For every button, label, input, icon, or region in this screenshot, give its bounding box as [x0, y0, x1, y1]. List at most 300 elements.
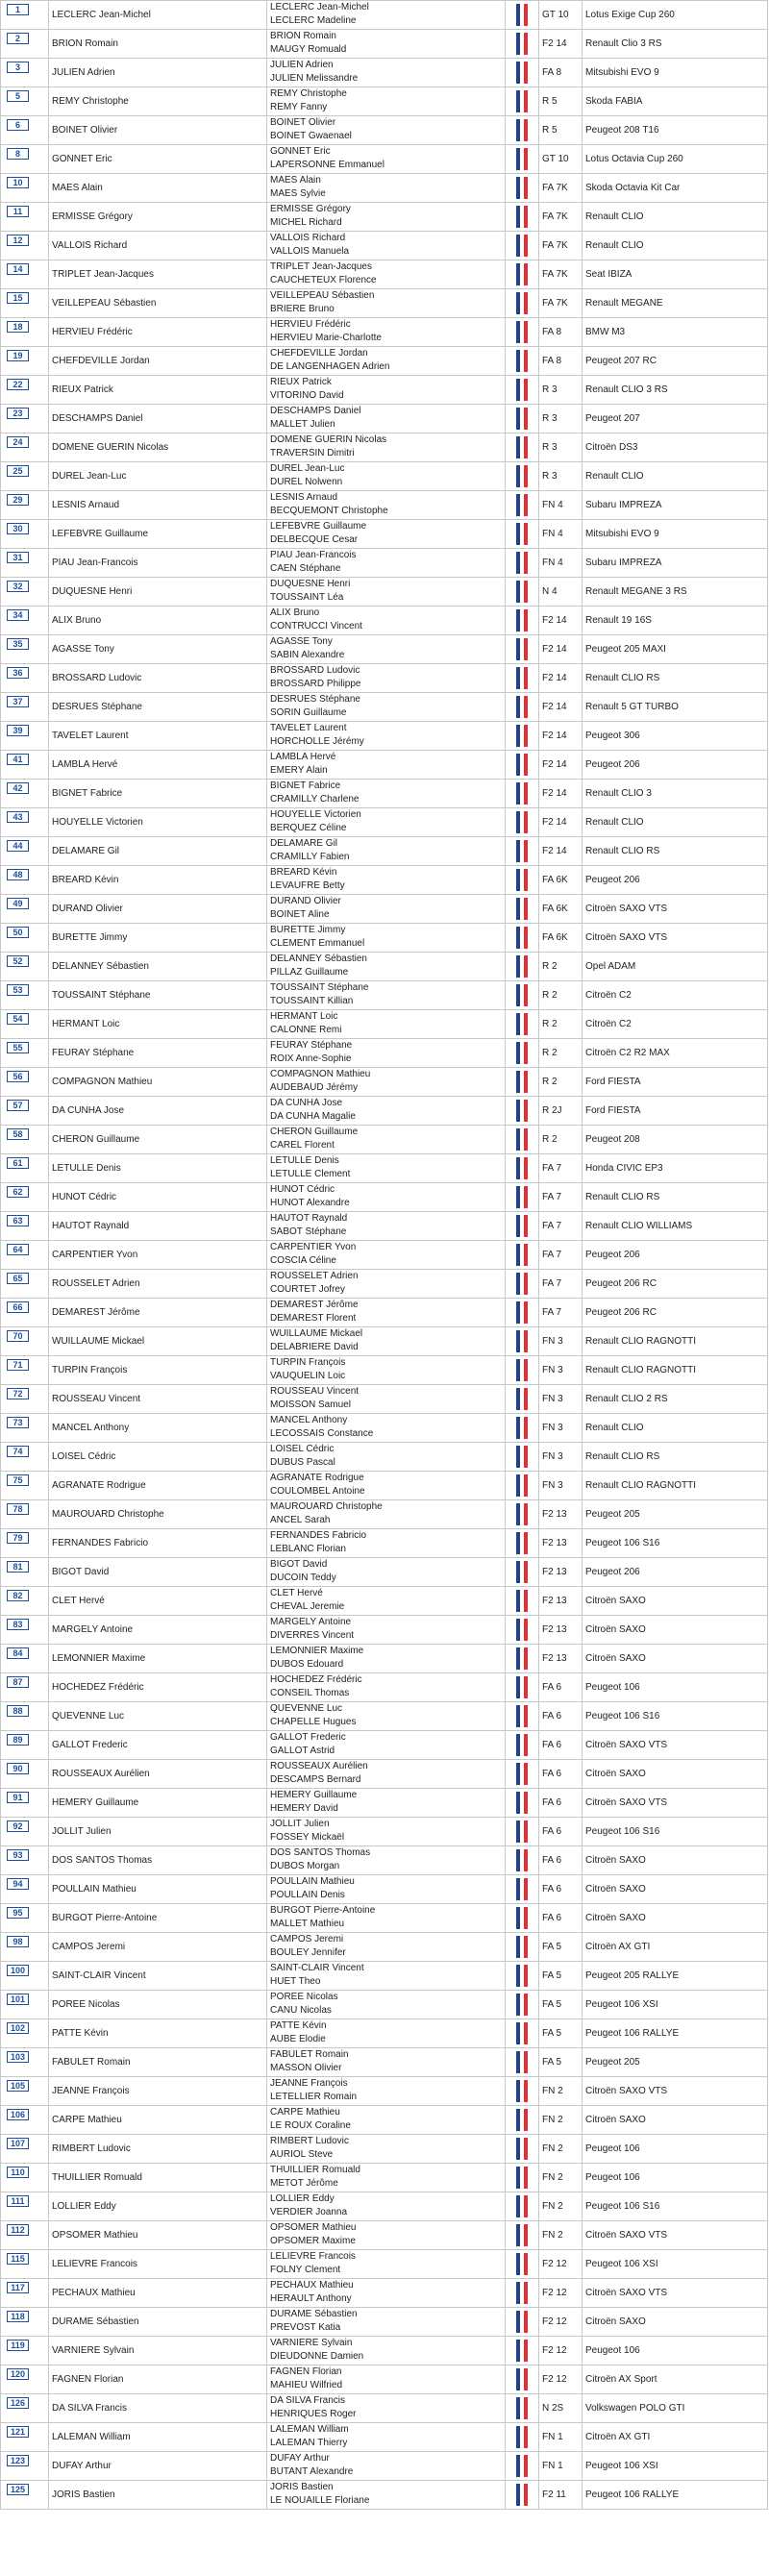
- entry-number-link[interactable]: 73: [7, 1417, 29, 1428]
- car-cell: [583, 1212, 768, 1240]
- pilot-cell: [49, 1616, 267, 1644]
- car-cell: [583, 87, 768, 115]
- class-cell: [539, 87, 583, 115]
- pilot-cell: [49, 1068, 267, 1096]
- entry-number-link[interactable]: 34: [7, 609, 29, 621]
- entry-number-link[interactable]: 62: [7, 1186, 29, 1198]
- france-flag-icon: [516, 523, 528, 545]
- car-cell: [583, 1327, 768, 1355]
- pilot-name: JOLLIT Julien: [52, 1826, 112, 1837]
- codriver-name: COURTET Jofrey: [270, 1284, 345, 1295]
- class-cell: [539, 1472, 583, 1499]
- entry-number-link[interactable]: 75: [7, 1474, 29, 1486]
- number-cell: [1, 145, 49, 173]
- entry-number-link[interactable]: 74: [7, 1446, 29, 1457]
- car-model: Peugeot 306: [585, 731, 640, 741]
- entry-number-link[interactable]: 83: [7, 1619, 29, 1630]
- entry-number-link[interactable]: 115: [7, 2253, 29, 2265]
- entry-number-link[interactable]: 41: [7, 754, 29, 765]
- entry-number-link[interactable]: 14: [7, 263, 29, 275]
- entry-number-link[interactable]: 24: [7, 436, 29, 448]
- pilot-cell: [49, 405, 267, 433]
- entry-number-link[interactable]: 119: [7, 2340, 29, 2351]
- driver-name: VARNIERE Sylvain: [270, 2338, 353, 2348]
- entry-number-link[interactable]: 100: [7, 1965, 29, 1976]
- flag-cell: [506, 1991, 539, 2019]
- entry-number-link[interactable]: 126: [7, 2397, 29, 2409]
- class-label: F2 14: [542, 731, 567, 741]
- pilot-cell: [49, 2221, 267, 2249]
- entry-number-link[interactable]: 39: [7, 725, 29, 736]
- class-label: FN 2: [542, 2086, 563, 2096]
- pilot-cell: [49, 1789, 267, 1817]
- entry-number-link[interactable]: 42: [7, 782, 29, 794]
- pilot-cell: [49, 1587, 267, 1615]
- france-flag-icon: [516, 1013, 528, 1035]
- car-cell: [583, 232, 768, 260]
- entry-number-link[interactable]: 25: [7, 465, 29, 477]
- pilot-name: ROUSSEAU Vincent: [52, 1394, 141, 1404]
- entry-number-link[interactable]: 1: [7, 4, 29, 15]
- crew-cell: [267, 1126, 506, 1153]
- class-cell: [539, 1241, 583, 1269]
- driver-name: BROSSARD Ludovic: [270, 665, 360, 676]
- entry-number-link[interactable]: 82: [7, 1590, 29, 1601]
- car-model: Renault CLIO WILLIAMS: [585, 1221, 693, 1231]
- entry-number-link[interactable]: 3: [7, 62, 29, 73]
- pilot-cell: [49, 2279, 267, 2307]
- number-cell: [1, 1270, 49, 1298]
- pilot-name: FAGNEN Florian: [52, 2374, 124, 2385]
- entry-number-link[interactable]: 92: [7, 1821, 29, 1832]
- codriver-name: AURIOL Steve: [270, 2149, 334, 2160]
- crew-cell: [267, 1500, 506, 1528]
- number-cell: [1, 2423, 49, 2451]
- pilot-name: CLET Hervé: [52, 1596, 105, 1606]
- entry-number-link[interactable]: 81: [7, 1561, 29, 1573]
- driver-name: THUILLIER Romuald: [270, 2165, 360, 2175]
- france-flag-icon: [516, 782, 528, 805]
- car-cell: [583, 2077, 768, 2105]
- crew-cell: [267, 866, 506, 894]
- entry-number-link[interactable]: 89: [7, 1734, 29, 1746]
- entry-number-link[interactable]: 57: [7, 1100, 29, 1111]
- entry-number-link[interactable]: 35: [7, 638, 29, 650]
- crew-cell: [267, 837, 506, 865]
- pilot-name: BIGOT David: [52, 1567, 110, 1577]
- car-model: Citroën SAXO: [585, 1624, 646, 1635]
- flag-cell: [506, 2164, 539, 2192]
- class-cell: [539, 2048, 583, 2076]
- france-flag-icon: [516, 1907, 528, 1929]
- car-model: Citroën SAXO: [585, 1913, 646, 1923]
- class-cell: [539, 1414, 583, 1442]
- flag-cell: [506, 549, 539, 577]
- entry-number-link[interactable]: 120: [7, 2368, 29, 2380]
- pilot-name: LOISEL Cédric: [52, 1451, 116, 1462]
- number-cell: [1, 1299, 49, 1326]
- driver-name: GONNET Eric: [270, 146, 331, 157]
- pilot-name: PECHAUX Mathieu: [52, 2288, 136, 2298]
- pilot-cell: [49, 2019, 267, 2047]
- number-cell: [1, 260, 49, 288]
- flag-cell: [506, 2192, 539, 2220]
- driver-name: GALLOT Frederic: [270, 1732, 346, 1743]
- entry-number-link[interactable]: 55: [7, 1042, 29, 1053]
- crew-cell: [267, 1212, 506, 1240]
- car-cell: [583, 2019, 768, 2047]
- flag-cell: [506, 1414, 539, 1442]
- number-cell: [1, 1645, 49, 1672]
- car-cell: [583, 780, 768, 807]
- flag-cell: [506, 1126, 539, 1153]
- pilot-cell: [49, 1673, 267, 1701]
- france-flag-icon: [516, 811, 528, 833]
- crew-cell: [267, 30, 506, 58]
- crew-cell: [267, 1702, 506, 1730]
- france-flag-icon: [516, 840, 528, 862]
- entry-number-link[interactable]: 64: [7, 1244, 29, 1255]
- codriver-name: PILLAZ Guillaume: [270, 967, 349, 978]
- codriver-name: FOLNY Clement: [270, 2265, 341, 2275]
- entry-number-link[interactable]: 8: [7, 148, 29, 160]
- car-cell: [583, 2279, 768, 2307]
- car-cell: [583, 607, 768, 634]
- entry-number-link[interactable]: 125: [7, 2484, 29, 2495]
- entry-number-link[interactable]: 53: [7, 984, 29, 996]
- pilot-cell: [49, 924, 267, 952]
- entry-number-link[interactable]: 5: [7, 90, 29, 102]
- class-label: FN 2: [542, 2230, 563, 2241]
- entry-number-link[interactable]: 23: [7, 408, 29, 419]
- flag-cell: [506, 895, 539, 923]
- codriver-name: HENRIQUES Roger: [270, 2409, 357, 2419]
- entry-number-link[interactable]: 103: [7, 2051, 29, 2063]
- pilot-name: DOS SANTOS Thomas: [52, 1855, 153, 1866]
- class-cell: [539, 751, 583, 779]
- entry-number-link[interactable]: 65: [7, 1273, 29, 1284]
- codriver-name: CLEMENT Emmanuel: [270, 938, 365, 949]
- crew-cell: [267, 578, 506, 606]
- class-label: FA 5: [542, 1942, 562, 1952]
- pilot-cell: [49, 347, 267, 375]
- entry-number-link[interactable]: 10: [7, 177, 29, 188]
- driver-name: OPSOMER Mathieu: [270, 2222, 357, 2233]
- car-cell: [583, 2365, 768, 2393]
- flag-cell: [506, 347, 539, 375]
- entry-number-link[interactable]: 29: [7, 494, 29, 506]
- driver-name: DA SILVA Francis: [270, 2395, 345, 2406]
- class-label: FA 8: [542, 356, 562, 366]
- car-model: Peugeot 106 XSI: [585, 2259, 658, 2269]
- car-model: Citroën C2: [585, 990, 632, 1001]
- number-cell: [1, 318, 49, 346]
- entry-number-link[interactable]: 63: [7, 1215, 29, 1226]
- number-cell: [1, 59, 49, 87]
- entry-number-link[interactable]: 79: [7, 1532, 29, 1544]
- flag-cell: [506, 1760, 539, 1788]
- entry-number-link[interactable]: 105: [7, 2080, 29, 2092]
- entry-number-link[interactable]: 37: [7, 696, 29, 707]
- entry-number-link[interactable]: 101: [7, 1994, 29, 2005]
- class-cell: [539, 318, 583, 346]
- pilot-name: DURAME Sébastien: [52, 2316, 139, 2327]
- entry-number-link[interactable]: 106: [7, 2109, 29, 2120]
- entry-row: [1, 1154, 768, 1183]
- crew-cell: [267, 2365, 506, 2393]
- car-model: Citroën SAXO: [585, 1769, 646, 1779]
- driver-name: AGRANATE Rodrigue: [270, 1473, 364, 1483]
- flag-cell: [506, 59, 539, 87]
- number-cell: [1, 808, 49, 836]
- class-cell: [539, 2250, 583, 2278]
- class-label: F2 13: [542, 1567, 567, 1577]
- class-cell: [539, 866, 583, 894]
- crew-cell: [267, 2048, 506, 2076]
- entry-number-link[interactable]: 6: [7, 119, 29, 131]
- entry-row: [1, 2423, 768, 2452]
- entry-number-link[interactable]: 117: [7, 2282, 29, 2293]
- class-cell: [539, 260, 583, 288]
- entry-number-link[interactable]: 30: [7, 523, 29, 534]
- entry-number-link[interactable]: 78: [7, 1503, 29, 1515]
- entry-row: [1, 2164, 768, 2192]
- number-cell: [1, 376, 49, 404]
- car-cell: [583, 1991, 768, 2019]
- pilot-cell: [49, 1500, 267, 1528]
- entry-row: [1, 2019, 768, 2048]
- entry-number-link[interactable]: 112: [7, 2224, 29, 2236]
- entry-number-link[interactable]: 118: [7, 2311, 29, 2322]
- entry-number-link[interactable]: 102: [7, 2022, 29, 2034]
- class-label: F2 14: [542, 38, 567, 49]
- france-flag-icon: [516, 465, 528, 487]
- car-cell: [583, 1875, 768, 1903]
- pilot-name: LALEMAN William: [52, 2432, 131, 2442]
- car-cell: [583, 1731, 768, 1759]
- car-cell: [583, 1760, 768, 1788]
- entry-number-link[interactable]: 93: [7, 1849, 29, 1861]
- car-model: Citroën SAXO VTS: [585, 2288, 668, 2298]
- entry-row: [1, 1991, 768, 2019]
- crew-cell: [267, 1789, 506, 1817]
- car-cell: [583, 837, 768, 865]
- entry-row: [1, 1673, 768, 1702]
- pilot-name: THUILLIER Romuald: [52, 2172, 142, 2183]
- france-flag-icon: [516, 436, 528, 458]
- car-cell: [583, 2481, 768, 2509]
- pilot-cell: [49, 1443, 267, 1471]
- class-cell: [539, 1846, 583, 1874]
- class-cell: [539, 1154, 583, 1182]
- number-cell: [1, 693, 49, 721]
- class-cell: [539, 1645, 583, 1672]
- pilot-cell: [49, 2337, 267, 2365]
- codriver-name: DEMAREST Florent: [270, 1313, 357, 1324]
- pilot-cell: [49, 520, 267, 548]
- entry-number-link[interactable]: 52: [7, 955, 29, 967]
- pilot-name: RIEUX Patrick: [52, 384, 113, 395]
- entry-number-link[interactable]: 15: [7, 292, 29, 304]
- class-cell: [539, 1183, 583, 1211]
- driver-name: JORIS Bastien: [270, 2482, 334, 2492]
- class-cell: [539, 1962, 583, 1990]
- entry-number-link[interactable]: 107: [7, 2138, 29, 2149]
- entry-number-link[interactable]: 71: [7, 1359, 29, 1371]
- entry-number-link[interactable]: 98: [7, 1936, 29, 1947]
- entry-row: [1, 1241, 768, 1270]
- entry-number-link[interactable]: 61: [7, 1157, 29, 1169]
- class-label: F2 14: [542, 673, 567, 683]
- flag-cell: [506, 116, 539, 144]
- flag-cell: [506, 866, 539, 894]
- france-flag-icon: [516, 1071, 528, 1093]
- crew-cell: [267, 549, 506, 577]
- car-model: Peugeot 106 XSI: [585, 2461, 658, 2471]
- car-cell: [583, 751, 768, 779]
- flag-cell: [506, 491, 539, 519]
- entry-number-link[interactable]: 87: [7, 1676, 29, 1688]
- car-model: Citroën AX GTI: [585, 2432, 651, 2442]
- entry-number-link[interactable]: 11: [7, 206, 29, 217]
- pilot-cell: [49, 174, 267, 202]
- car-cell: [583, 1645, 768, 1672]
- france-flag-icon: [516, 379, 528, 401]
- class-cell: [539, 491, 583, 519]
- entry-number-link[interactable]: 94: [7, 1878, 29, 1890]
- entry-number-link[interactable]: 91: [7, 1792, 29, 1803]
- entry-row: [1, 2337, 768, 2365]
- entry-number-link[interactable]: 121: [7, 2426, 29, 2438]
- flag-cell: [506, 2077, 539, 2105]
- entry-number-link[interactable]: 88: [7, 1705, 29, 1717]
- entry-row: [1, 2394, 768, 2423]
- crew-cell: [267, 203, 506, 231]
- driver-name: TRIPLET Jean-Jacques: [270, 261, 372, 272]
- entry-number-link[interactable]: 84: [7, 1647, 29, 1659]
- number-cell: [1, 924, 49, 952]
- entry-number-link[interactable]: 44: [7, 840, 29, 852]
- codriver-name: COULOMBEL Antoine: [270, 1486, 365, 1497]
- driver-name: REMY Christophe: [270, 88, 347, 99]
- driver-name: BURGOT Pierre-Antoine: [270, 1905, 376, 1916]
- france-flag-icon: [516, 1763, 528, 1785]
- number-cell: [1, 232, 49, 260]
- pilot-cell: [49, 87, 267, 115]
- entry-number-link[interactable]: 111: [7, 2195, 29, 2207]
- france-flag-icon: [516, 1042, 528, 1064]
- number-cell: [1, 2221, 49, 2249]
- entry-number-link[interactable]: 123: [7, 2455, 29, 2466]
- entry-number-link[interactable]: 66: [7, 1301, 29, 1313]
- codriver-name: DESCAMPS Bernard: [270, 1774, 361, 1785]
- class-label: FA 7: [542, 1221, 562, 1231]
- class-label: FN 3: [542, 1480, 563, 1491]
- class-label: FA 6: [542, 1884, 562, 1895]
- car-model: Citroën SAXO: [585, 1884, 646, 1895]
- entry-number-link[interactable]: 72: [7, 1388, 29, 1399]
- entry-number-link[interactable]: 110: [7, 2167, 29, 2178]
- class-cell: [539, 145, 583, 173]
- number-cell: [1, 866, 49, 894]
- entry-number-link[interactable]: 18: [7, 321, 29, 333]
- car-model: Renault 19 16S: [585, 615, 652, 626]
- class-label: GT 10: [542, 154, 569, 164]
- driver-name: DURAND Olivier: [270, 896, 341, 906]
- car-model: Peugeot 106 S16: [585, 1711, 660, 1721]
- entry-number-link[interactable]: 43: [7, 811, 29, 823]
- codriver-name: LAPERSONNE Emmanuel: [270, 160, 384, 170]
- car-cell: [583, 635, 768, 663]
- car-model: Citroën SAXO VTS: [585, 2230, 668, 2241]
- entry-row: [1, 1789, 768, 1818]
- class-label: FA 6K: [542, 904, 568, 914]
- class-label: R 5: [542, 96, 558, 107]
- entry-number-link[interactable]: 49: [7, 898, 29, 909]
- car-model: Peugeot 206 RC: [585, 1278, 657, 1289]
- pilot-cell: [49, 635, 267, 663]
- flag-cell: [506, 1010, 539, 1038]
- entry-number-link[interactable]: 31: [7, 552, 29, 563]
- codriver-name: BRIERE Bruno: [270, 304, 335, 314]
- crew-cell: [267, 376, 506, 404]
- class-cell: [539, 289, 583, 317]
- entry-number-link[interactable]: 2: [7, 33, 29, 44]
- entry-number-link[interactable]: 58: [7, 1128, 29, 1140]
- entry-number-link[interactable]: 22: [7, 379, 29, 390]
- crew-cell: [267, 1299, 506, 1326]
- france-flag-icon: [516, 2311, 528, 2333]
- car-model: Citroën AX GTI: [585, 1942, 651, 1952]
- flag-cell: [506, 2135, 539, 2163]
- car-model: Renault CLIO: [585, 211, 644, 222]
- driver-name: LECLERC Jean-Michel: [270, 2, 369, 12]
- entry-number-link[interactable]: 90: [7, 1763, 29, 1774]
- codriver-name: PREVOST Katia: [270, 2322, 341, 2333]
- entry-number-link[interactable]: 48: [7, 869, 29, 880]
- entry-row: [1, 607, 768, 635]
- entry-number-link[interactable]: 95: [7, 1907, 29, 1919]
- crew-cell: [267, 2077, 506, 2105]
- entry-row: [1, 866, 768, 895]
- pilot-cell: [49, 549, 267, 577]
- flag-cell: [506, 520, 539, 548]
- class-cell: [539, 2192, 583, 2220]
- entry-number-link[interactable]: 12: [7, 235, 29, 246]
- entry-row: [1, 1731, 768, 1760]
- entry-number-link[interactable]: 54: [7, 1013, 29, 1025]
- car-model: Subaru IMPREZA: [585, 557, 662, 568]
- entry-number-link[interactable]: 19: [7, 350, 29, 361]
- france-flag-icon: [516, 898, 528, 920]
- crew-cell: [267, 693, 506, 721]
- car-model: Renault CLIO: [585, 240, 644, 251]
- pilot-name: DUREL Jean-Luc: [52, 471, 127, 482]
- entry-number-link[interactable]: 50: [7, 927, 29, 938]
- entry-number-link[interactable]: 32: [7, 581, 29, 592]
- pilot-cell: [49, 1385, 267, 1413]
- car-model: Citroën SAXO VTS: [585, 904, 668, 914]
- entry-row: [1, 2365, 768, 2394]
- crew-cell: [267, 607, 506, 634]
- flag-cell: [506, 2048, 539, 2076]
- entry-number-link[interactable]: 70: [7, 1330, 29, 1342]
- car-cell: [583, 578, 768, 606]
- crew-cell: [267, 722, 506, 750]
- entry-number-link[interactable]: 56: [7, 1071, 29, 1082]
- entry-number-link[interactable]: 36: [7, 667, 29, 679]
- france-flag-icon: [516, 725, 528, 747]
